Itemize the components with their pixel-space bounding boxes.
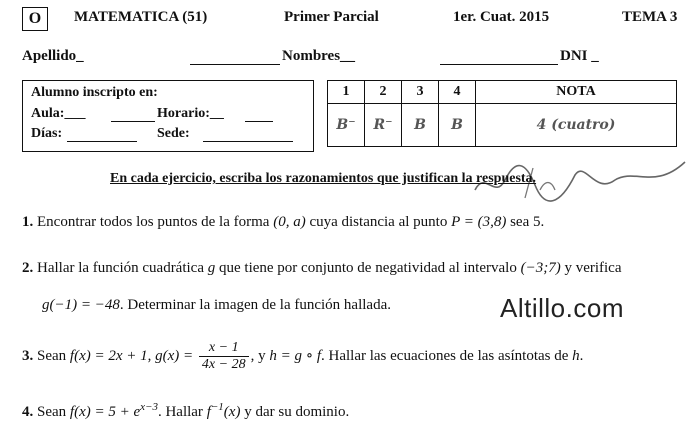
exercise-2-condition: g(−1) = −48	[42, 297, 120, 313]
altillo-watermark: Altillo.com	[500, 293, 624, 323]
grade-header-1: 1	[328, 81, 365, 104]
exercise-3-number: 3.	[22, 347, 34, 364]
exercise-2-interval: (−3;7)	[520, 260, 561, 276]
exercise-3-f-def: f(x) = 2x + 1	[69, 347, 148, 364]
exercise-2-text-d: . Determinar la imagen de la función hallada.	[119, 297, 391, 313]
exercise-4-sean: Sean	[37, 404, 70, 420]
course-title: MATEMATICA (51)	[74, 9, 208, 25]
exercise-3-h-def: h = g ∘ f	[269, 347, 321, 364]
exercise-3-tail: . Hallar las ecuaciones de las asíntotas de	[321, 347, 573, 364]
alumno-title: Alumno inscripto en:	[31, 85, 158, 100]
exercise-3-end: .	[579, 347, 584, 364]
apellido-label: Apellido_	[22, 48, 84, 64]
grade-value-nota: 4 (cuatro)	[476, 104, 677, 147]
exercise-2-text-c: y verifica	[560, 260, 622, 276]
sede-line	[203, 141, 293, 142]
grade-header-2: 2	[365, 81, 402, 104]
exercise-1-number: 1.	[22, 214, 34, 230]
exercise-1-math-a: (0, a)	[273, 214, 306, 230]
grade-header-3: 3	[402, 81, 439, 104]
exercise-3-sean: Sean	[37, 347, 70, 364]
exercise-3-g-fraction	[199, 340, 249, 373]
exercise-1	[22, 214, 544, 231]
exercise-4-text-a: . Hallar	[157, 404, 207, 420]
exercise-2-text-a: Hallar la función cuadrática	[37, 260, 208, 276]
grades-table	[327, 80, 677, 147]
grade-value-3: B	[402, 104, 439, 147]
exercise-3-y: , y	[250, 347, 270, 364]
exercise-4-finv-exponent: −1	[210, 401, 224, 413]
exercise-4-exponent: x−3	[140, 401, 158, 413]
dias-line	[67, 141, 137, 142]
exercise-1-text-b: cuya distancia al punto	[305, 214, 452, 230]
exercise-2-line-2	[42, 297, 391, 314]
exercise-3: 3. Sean f(x) = 2x + 1, g(x) = $\frac{x - 1}{4x - 28}$ , y h = g ∘ f. Hallar las ecuaciones de las asíntotas de h.	[22, 340, 584, 372]
exercise-4-finv-arg: (x)	[223, 404, 241, 420]
exam-title: Primer Parcial	[284, 9, 379, 25]
exercise-2-number: 2.	[22, 260, 34, 276]
exercise-4-finv: f	[206, 404, 211, 420]
exercise-2-g: g	[207, 260, 216, 276]
dni-label: DNI _	[560, 48, 599, 64]
exercise-1-math-b: P = (3,8)	[451, 214, 507, 230]
exercise-3-g-denominator: 4x − 28	[199, 356, 249, 373]
tema-label: TEMA 3	[622, 9, 678, 25]
grade-value-4: B	[439, 104, 476, 147]
nombres-label: Nombres__	[282, 48, 356, 64]
exercise-4	[22, 401, 349, 421]
exercise-3-g-lhs: g(x) =	[155, 347, 197, 364]
dias-label: Días:	[31, 126, 63, 141]
exercise-2-line-1	[22, 260, 622, 277]
nombres-line	[440, 64, 558, 65]
exercise-3-g-numerator: x − 1	[208, 340, 239, 355]
grade-value-1: B⁻	[328, 104, 365, 147]
grade-value-2: R⁻	[365, 104, 402, 147]
aula-label: Aula:___	[31, 106, 86, 121]
exercise-1-text-c: sea 5.	[506, 214, 545, 230]
grade-header-4: 4	[439, 81, 476, 104]
exercise-2-text-b: que tiene por conjunto de negatividad al intervalo	[215, 260, 521, 276]
instruction-text: En cada ejercicio, escriba los razonamientos que justifican la respuesta.	[110, 171, 537, 186]
term-label: 1er. Cuat. 2015	[453, 9, 550, 25]
horario-label: Horario:__	[157, 106, 224, 121]
exercise-3-h: h	[572, 347, 580, 364]
exercise-1-text-a: Encontrar todos los puntos de la forma	[37, 214, 274, 230]
apellido-line	[190, 64, 280, 65]
tema-letter-box: O	[22, 7, 48, 31]
exercise-4-number: 4.	[22, 404, 34, 420]
sede-label: Sede:	[157, 126, 190, 141]
horario-line	[245, 121, 273, 122]
grade-header-nota: NOTA	[476, 81, 677, 104]
exercise-4-text-b: y dar su dominio.	[240, 404, 350, 420]
alumno-box	[22, 80, 314, 152]
exercise-4-f-def: f(x) = 5 + e	[69, 404, 141, 420]
aula-line	[111, 121, 155, 122]
